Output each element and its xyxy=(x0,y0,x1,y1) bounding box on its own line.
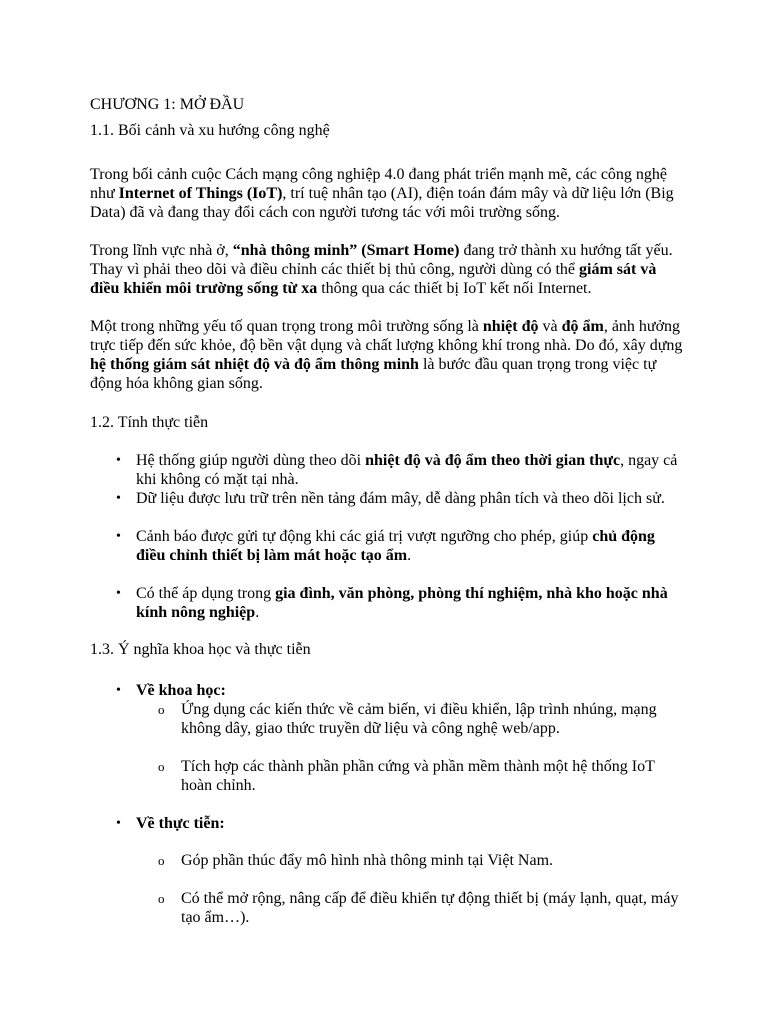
practice-item-1: Góp phần thúc đẩy mô hình nhà thông minh tại Việt Nam. xyxy=(181,852,554,869)
paragraph-temperature-humidity xyxy=(90,317,685,393)
sub-bullet-marker: o xyxy=(158,759,165,774)
practice-item-2: Có thể mở rộng, nâng cấp để điều khiển tự động thiết bị (máy lạnh, quạt, máy tạo ẩm…). xyxy=(181,890,679,926)
bullet-marker: • xyxy=(116,683,121,698)
text-run: Hệ thống giúp người dùng theo dõi xyxy=(136,452,366,469)
text-run: đang trở thành xu hướng tất yếu. Thay vì phải theo dõi và điều chỉnh các thiết bị thủ công, người dùng có thể xyxy=(90,242,673,278)
bullet-marker: • xyxy=(116,491,121,506)
text-run: Trong bối cảnh cuộc Cách mạng công nghiệp 4.0 đang phát triển mạnh mẽ, các công nghệ như xyxy=(90,166,668,202)
text-run: , trí tuệ nhân tạo (AI), điện toán đám mây và dữ liệu lớn (Big Data) đã và đang thay đổi cách con người tương tác với môi trường sống. xyxy=(90,185,674,221)
paragraph-context xyxy=(90,165,685,222)
practical-item-4 xyxy=(136,584,686,622)
text-run: , ảnh hưởng trực tiếp đến sức khỏe, độ bền vật dụng và chất lượng không khí trong nhà. Do đó, xây dựng xyxy=(90,318,683,354)
chapter-title: CHƯƠNG 1: MỞ ĐẦU xyxy=(90,96,245,113)
bold-run: “nhà thông minh” (Smart Home) xyxy=(232,242,460,259)
practical-item-3 xyxy=(136,527,686,565)
text-run: Có thể áp dụng trong xyxy=(136,585,276,602)
bold-run: chủ động điều chỉnh thiết bị làm mát hoặc tạo ẩm xyxy=(136,528,655,564)
sub-bullet-marker: o xyxy=(158,702,165,717)
text-run: Trong lĩnh vực nhà ở, xyxy=(90,242,233,259)
science-item-2: Tích hợp các thành phần phần cứng và phần mềm thành một hệ thống IoT hoàn chỉnh. xyxy=(181,758,655,794)
text-run: Cảnh báo được gửi tự động khi các giá trị vượt ngưỡng cho phép, giúp xyxy=(136,528,593,545)
bullet-marker: • xyxy=(116,529,121,544)
paragraph-smart-home xyxy=(90,241,685,298)
bullet-marker: • xyxy=(116,453,121,468)
section-heading-1-3: 1.3. Ý nghĩa khoa học và thực tiễn xyxy=(90,641,311,658)
bold-run: hệ thống giám sát nhiệt độ và độ ẩm thông minh xyxy=(90,356,419,373)
bullet-marker: • xyxy=(116,816,121,831)
text-run: Dữ liệu được lưu trữ trên nền tảng đám mây, dễ dàng phân tích và theo dõi lịch sử. xyxy=(136,490,665,507)
science-label: Về khoa học: xyxy=(136,682,226,699)
text-run: thông qua các thiết bị IoT kết nối Internet. xyxy=(317,280,592,297)
text-run: , ngay cả khi không có mặt tại nhà. xyxy=(136,452,678,488)
bold-run: giám sát và điều khiển môi trường sống từ xa xyxy=(90,261,657,297)
sub-bullet-marker: o xyxy=(158,853,165,868)
bold-run: gia đình, văn phòng, phòng thí nghiệm, nhà kho hoặc nhà kính nông nghiệp xyxy=(136,585,668,621)
science-item-1: Ứng dụng các kiến thức về cảm biến, vi điều khiển, lập trình nhúng, mạng không dây, giao thức truyền dữ liệu và công nghệ web/app. xyxy=(181,701,657,737)
bold-run: nhiệt độ và độ ẩm theo thời gian thực xyxy=(365,452,621,469)
bold-run: nhiệt độ xyxy=(482,318,539,335)
section-heading-1-1: 1.1. Bối cảnh và xu hướng công nghệ xyxy=(90,122,330,139)
practical-item-2 xyxy=(136,489,686,508)
bold-run: Internet of Things (IoT) xyxy=(118,185,283,202)
text-run: Một trong những yếu tố quan trọng trong môi trường sống là xyxy=(90,318,483,335)
bold-run: độ ẩm xyxy=(561,318,604,335)
practice-label: Về thực tiễn: xyxy=(136,815,225,832)
text-run: là bước đầu quan trọng trong việc tự động hóa không gian sống. xyxy=(90,356,657,392)
text-run: . xyxy=(255,604,260,621)
practical-item-1 xyxy=(136,451,686,489)
text-run: và xyxy=(538,318,562,335)
section-heading-1-2: 1.2. Tính thực tiễn xyxy=(90,414,209,431)
text-run: . xyxy=(407,547,412,564)
bullet-marker: • xyxy=(116,586,121,601)
sub-bullet-marker: o xyxy=(158,891,165,906)
